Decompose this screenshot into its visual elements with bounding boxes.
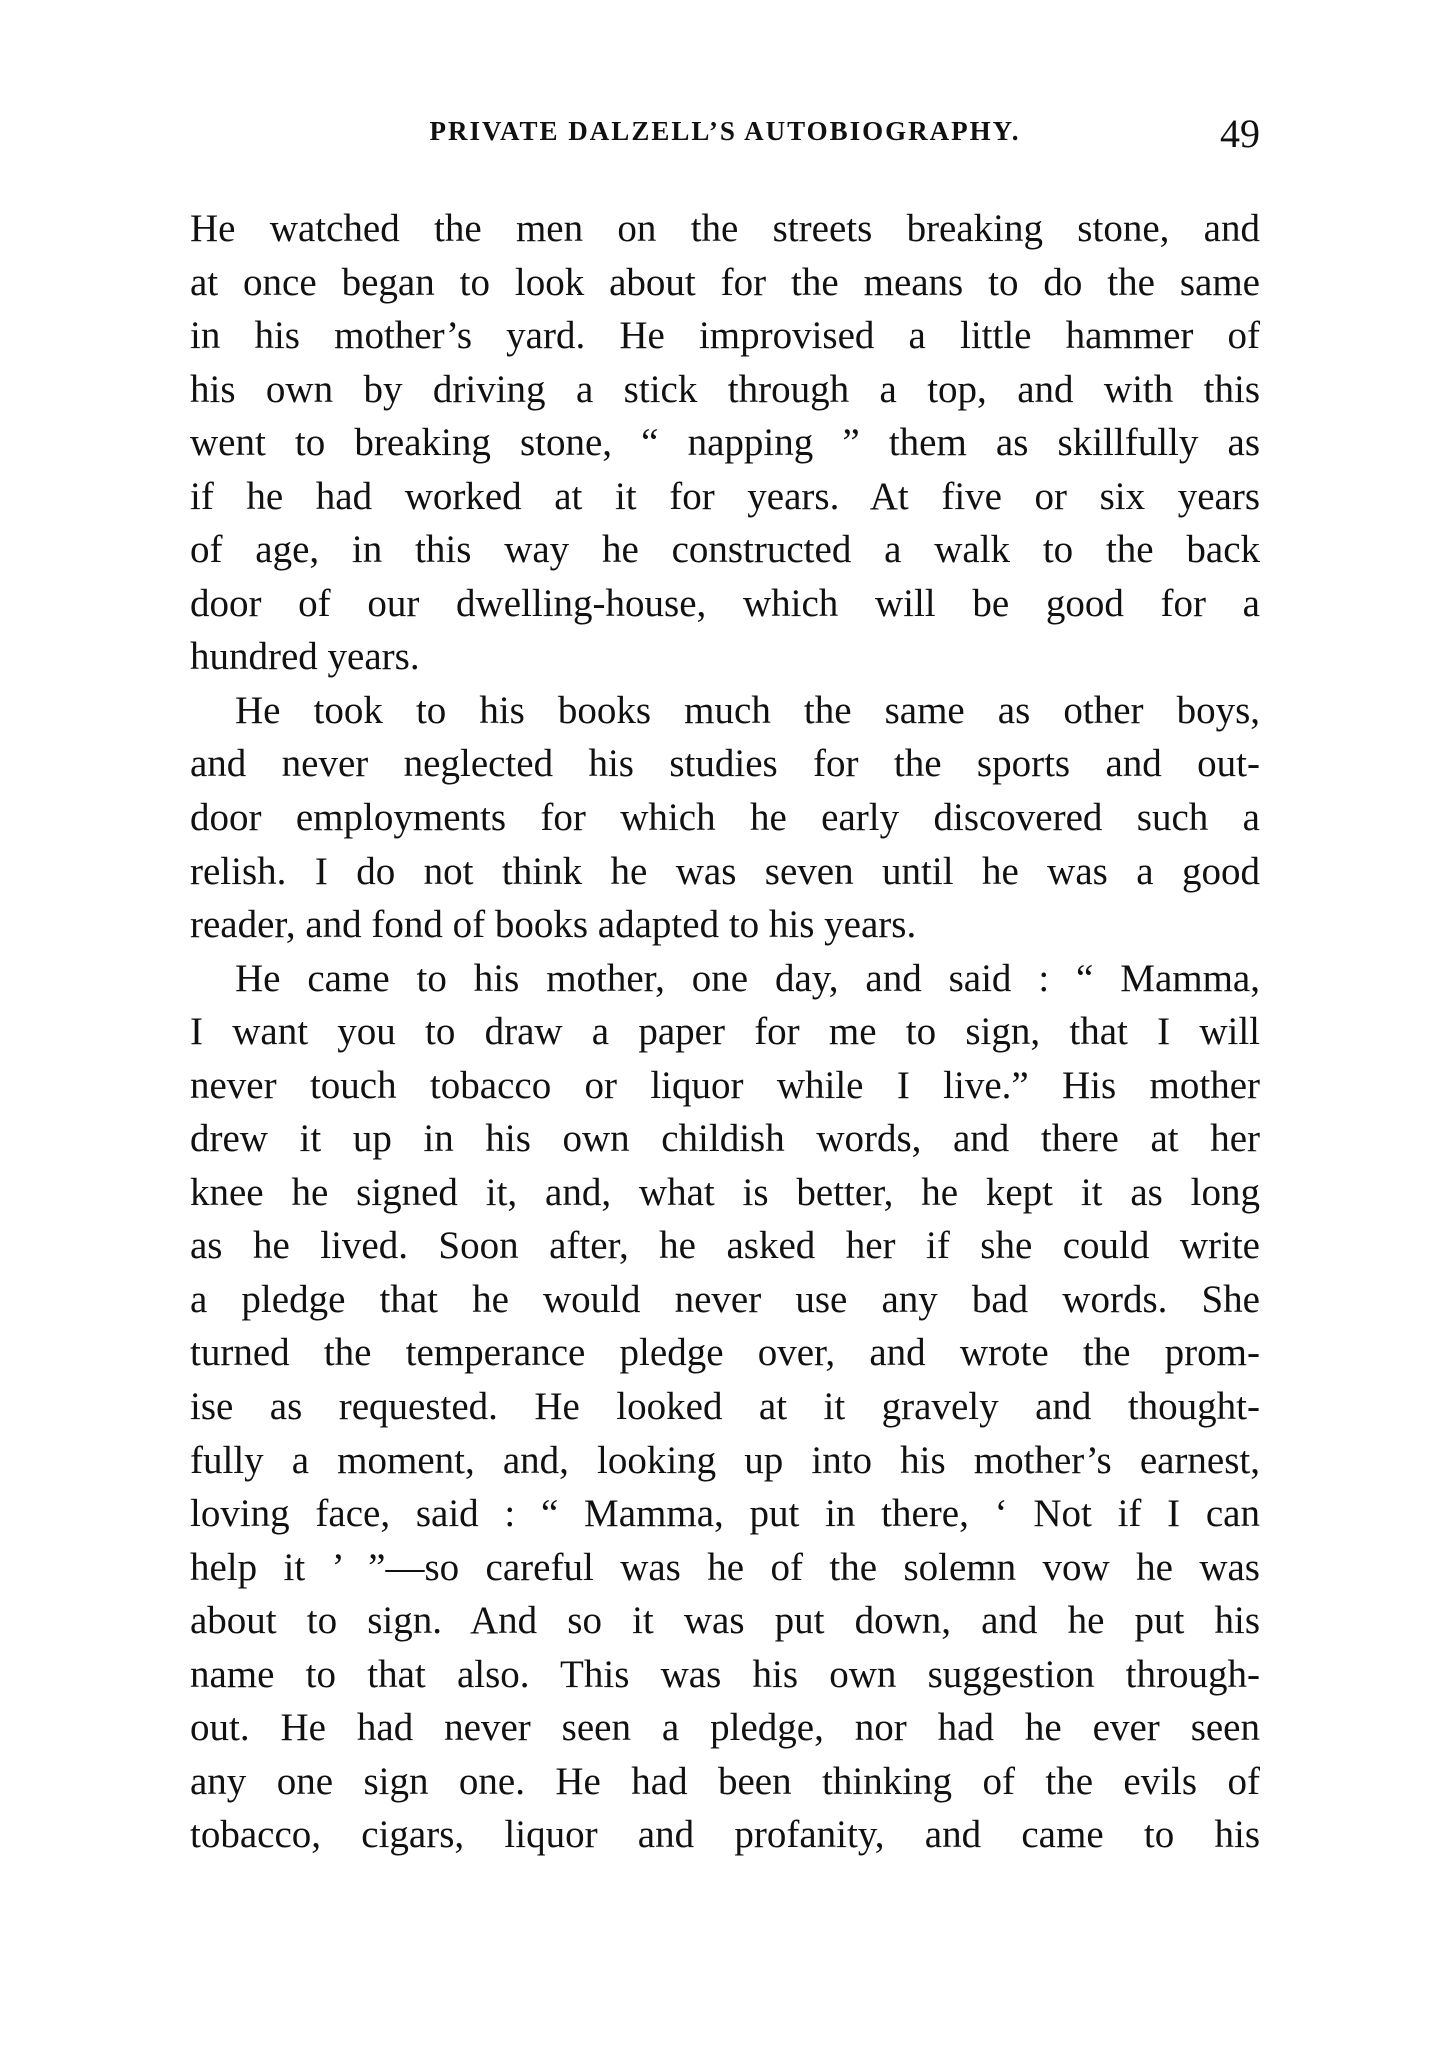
text-line: hundred years. <box>190 635 420 679</box>
text-line: He came to his mother, one day, and said : “ Mamma, <box>235 956 1260 1000</box>
text-line: tobacco, cigars, liquor and profanity, and came to his <box>190 1813 1260 1857</box>
text-line: ise as requested. He looked at it gravely and thought- <box>190 1385 1260 1429</box>
text-line: He took to his books much the same as other boys, <box>235 688 1260 732</box>
page-number: 49 <box>1220 111 1260 156</box>
text-line: never touch tobacco or liquor while I live.” His mother <box>190 1063 1260 1107</box>
text-line: He watched the men on the streets breaking stone, and <box>190 207 1260 250</box>
text-line: a pledge that he would never use any bad words. She <box>190 1277 1260 1321</box>
text-line: his own by driving a stick through a top, and with this <box>190 367 1260 411</box>
text-line: reader, and fond of books adapted to his years. <box>190 903 917 947</box>
body-text <box>190 202 1260 1862</box>
text-line: as he lived. Soon after, he asked her if she could write <box>190 1224 1260 1268</box>
text-line: knee he signed it, and, what is better, he kept it as long <box>190 1170 1260 1214</box>
text-line: help it ’ ”—so careful was he of the solemn vow he was <box>190 1545 1260 1589</box>
text-line: fully a moment, and, looking up into his mother’s earnest, <box>190 1438 1260 1482</box>
text-line: name to that also. This was his own suggestion through- <box>190 1652 1260 1696</box>
paragraph <box>190 202 1260 684</box>
text-line: door of our dwelling-house, which will be good for a <box>190 581 1260 625</box>
running-title: PRIVATE DALZELL’S AUTOBIOGRAPHY. <box>429 116 1021 146</box>
text-line: if he had worked at it for years. At five or six years <box>190 474 1260 518</box>
text-line: loving face, said : “ Mamma, put in there, ‘ Not if I can <box>190 1492 1260 1536</box>
text-line: door employments for which he early discovered such a <box>190 796 1260 840</box>
text-line: out. He had never seen a pledge, nor had he ever seen <box>190 1706 1260 1750</box>
text-line: of age, in this way he constructed a walk to the back <box>190 528 1260 572</box>
text-line: at once began to look about for the means to do the same <box>190 260 1260 304</box>
paragraph <box>190 952 1260 1862</box>
text-line: drew it up in his own childish words, and there at her <box>190 1117 1260 1161</box>
text-line: about to sign. And so it was put down, and he put his <box>190 1599 1260 1643</box>
text-line: relish. I do not think he was seven until he was a good <box>190 849 1260 893</box>
text-line: any one sign one. He had been thinking of the evils of <box>190 1759 1260 1803</box>
paragraph <box>190 684 1260 952</box>
text-line: I want you to draw a paper for me to sign, that I will <box>190 1010 1260 1054</box>
running-head <box>190 112 1260 162</box>
text-line: went to breaking stone, “ napping ” them as skillfully as <box>190 421 1260 465</box>
text-line: and never neglected his studies for the sports and out- <box>190 742 1260 786</box>
text-line: turned the temperance pledge over, and wrote the prom- <box>190 1331 1260 1375</box>
text-line: in his mother’s yard. He improvised a little hammer of <box>190 314 1260 358</box>
